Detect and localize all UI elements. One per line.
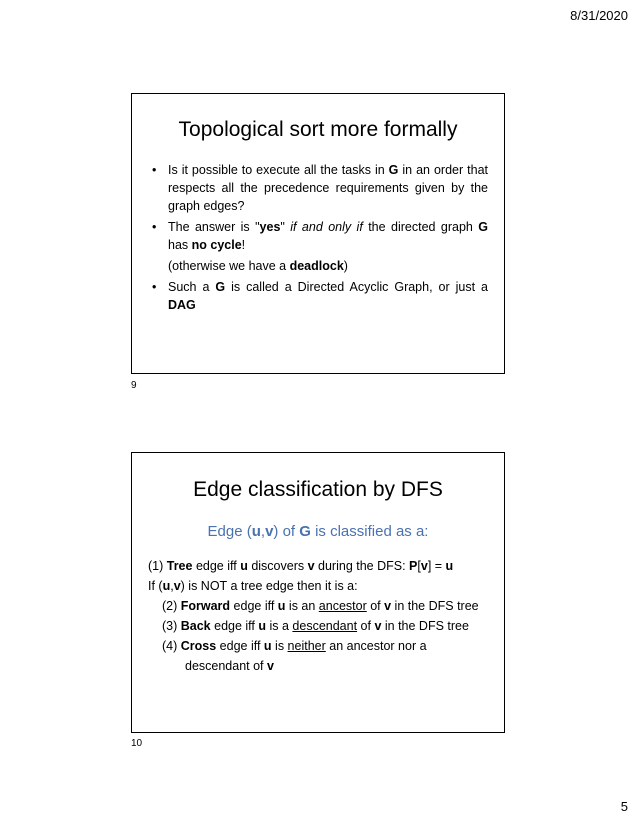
text: in the DFS tree — [381, 619, 469, 633]
slide-10 — [131, 452, 505, 733]
text-bold: u — [251, 523, 261, 540]
slide-subtitle — [132, 523, 504, 540]
text: of — [357, 619, 375, 633]
text: in the DFS tree — [391, 599, 479, 613]
text-bold: v — [265, 523, 274, 540]
text: ) is NOT a tree edge then it is a: — [180, 579, 358, 593]
text-bold: yes — [259, 220, 281, 234]
slide-title: Topological sort more formally — [178, 118, 458, 141]
text: has — [168, 238, 192, 252]
text-bold: v — [384, 599, 392, 613]
text: is classified as a: — [310, 523, 429, 540]
text-bold: u — [263, 639, 272, 653]
bullet-item — [150, 278, 488, 314]
text: is a — [266, 619, 293, 633]
text-bold: no cycle — [191, 238, 242, 252]
text: The answer is " — [168, 220, 260, 234]
text-bold: DAG — [168, 298, 196, 312]
slide-title: Edge classification by DFS — [193, 478, 443, 501]
text-bold: Forward — [180, 599, 231, 613]
text: , — [170, 579, 174, 593]
text: , — [260, 523, 266, 540]
bullet-item — [150, 218, 488, 254]
line-back-edge — [148, 616, 498, 636]
print-date: 8/31/2020 — [570, 8, 628, 23]
text-bold: u — [162, 579, 171, 593]
text: edge iff — [216, 639, 264, 653]
bullet-item — [150, 161, 488, 215]
line-tree-edge — [148, 556, 498, 576]
text: is an — [285, 599, 319, 613]
text: ! — [241, 238, 246, 252]
line-forward-edge — [148, 596, 498, 616]
text-italic: if and only if — [290, 220, 363, 234]
text-bold: v — [374, 619, 382, 633]
text: edge iff — [210, 619, 259, 633]
bullet-dot-icon: • — [152, 220, 157, 234]
text-underline: neither — [287, 639, 326, 653]
text-bold: u — [277, 599, 286, 613]
text-bold: u — [240, 559, 248, 573]
slide-number: 10 — [131, 738, 143, 749]
text-bold: Cross — [180, 639, 217, 653]
text-bold: v — [173, 579, 181, 593]
classification-list — [148, 556, 498, 676]
bullet-dot-icon: • — [152, 163, 157, 177]
bullet-dot-icon: • — [152, 280, 157, 294]
text-bold: deadlock — [289, 259, 344, 273]
text: (2) — [162, 599, 181, 613]
bullet-list — [150, 161, 488, 317]
text: Is it possible to execute all the tasks in — [168, 163, 389, 177]
page-number: 5 — [620, 799, 628, 814]
text: is called a Directed Acyclic Graph, or just a — [225, 280, 488, 294]
slide-number: 9 — [131, 380, 137, 391]
line-cross-edge-continued — [148, 656, 498, 676]
line-cross-edge — [148, 636, 498, 656]
text-bold: P — [409, 559, 418, 573]
text-bold: G — [299, 523, 311, 540]
text: in an order that respects all the precedence requirements given by the graph edges? — [168, 163, 488, 213]
text: ) of — [273, 523, 300, 540]
text: (4) — [162, 639, 181, 653]
line-not-tree-edge — [148, 576, 498, 596]
text: descendant of — [185, 659, 268, 673]
text: (3) — [162, 619, 181, 633]
text: Such a — [168, 280, 216, 294]
text-bold: v — [267, 659, 274, 673]
text: (1) — [148, 559, 167, 573]
text: edge iff — [230, 599, 278, 613]
text: Edge ( — [207, 523, 252, 540]
text: the directed graph — [362, 220, 479, 234]
text-bold: v — [420, 559, 428, 573]
text: of — [366, 599, 385, 613]
text: (otherwise we have a — [168, 259, 290, 273]
text-bold: G — [478, 220, 488, 234]
text: [ — [417, 559, 421, 573]
text-underline: descendant — [292, 619, 358, 633]
text-bold: G — [215, 280, 226, 294]
text-bold: G — [388, 163, 399, 177]
text: ] = — [427, 559, 446, 573]
bullet-continuation — [150, 257, 488, 275]
text: an ancestor nor a — [325, 639, 427, 653]
text-bold: v — [307, 559, 315, 573]
text-underline: ancestor — [318, 599, 367, 613]
text: edge iff — [192, 559, 241, 573]
text: ) — [343, 259, 348, 273]
text: If ( — [148, 579, 163, 593]
text-bold: u — [258, 619, 267, 633]
text: " — [280, 220, 291, 234]
text: during the DFS: — [314, 559, 410, 573]
text-bold: u — [445, 559, 454, 573]
text: is — [271, 639, 288, 653]
slide-9 — [131, 93, 505, 374]
text: discovers — [247, 559, 308, 573]
text-bold: Back — [180, 619, 211, 633]
text-bold: Tree — [166, 559, 193, 573]
